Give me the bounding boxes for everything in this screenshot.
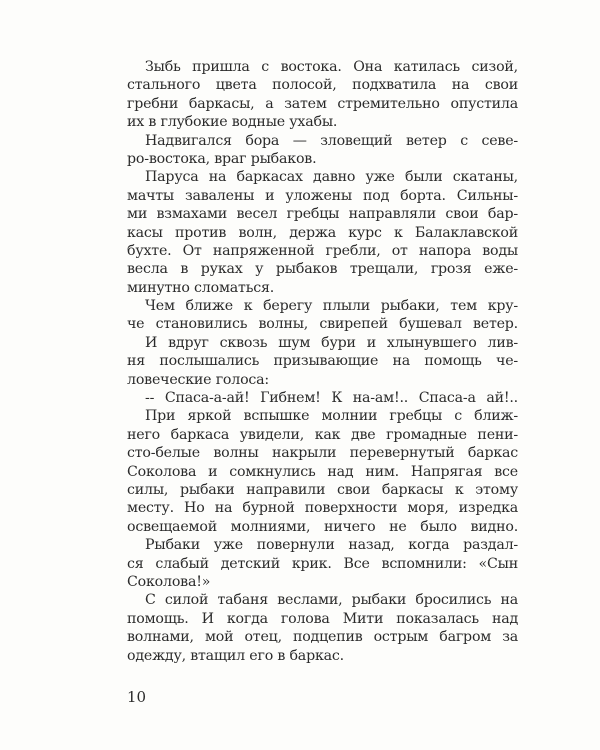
- text-line: освещаемой молниями, ничего не было видно.: [127, 518, 518, 535]
- text-line: помощь. И когда голова Мити показалась над: [127, 610, 518, 627]
- text-line: одежду, втащил его в баркас.: [127, 647, 344, 664]
- text-line: весла в руках у рыбаков трещали, грозя еже-: [127, 261, 518, 278]
- text-line: бухте. От напряженной гребли, от напора воды: [127, 242, 518, 259]
- text-line: мачты завалены и уложены под борта. Сильны-: [127, 187, 518, 204]
- text-line: месту. Но на бурной поверхности моря, изредка: [127, 500, 518, 517]
- text-line: Зыбь пришла с востока. Она катилась сизой,: [145, 59, 518, 75]
- text-line: Соколова!»: [127, 573, 211, 590]
- body-text: [127, 58, 518, 665]
- text-line: минутно сломаться.: [127, 279, 275, 296]
- text-line: гребни баркасы, а затем стремительно опустила: [127, 95, 518, 112]
- text-line: сто-белые волны накрыли перевернутый баркас: [127, 445, 518, 462]
- text-line: Паруса на баркасах давно уже были скатаны,: [145, 169, 518, 186]
- text-line: Надвигался бора — зловещий ветер с севе-: [145, 132, 518, 149]
- text-line: ловеческие голоса:: [127, 371, 270, 388]
- text-line: него баркаса увидели, как две громадные пени-: [127, 426, 518, 443]
- text-line: -- Спаса-а-ай! Гибнем! К на-ам!.. Спаса-а ай!..: [145, 390, 518, 407]
- text-line: че становились волны, свирепей бушевал ветер.: [127, 316, 518, 333]
- text-line: стального цвета полосой, подхватила на свои: [127, 77, 518, 94]
- text-line: волнами, мой отец, подцепив острым багром за: [127, 629, 518, 646]
- text-line: И вдруг сквозь шум бури и хлынувшего лив-: [145, 334, 518, 351]
- text-line: Рыбаки уже повернули назад, когда раздал-: [145, 537, 518, 554]
- text-line: ро-востока, враг рыбаков.: [127, 150, 317, 167]
- text-line: С силой табаня веслами, рыбаки бросились на: [145, 592, 518, 609]
- text-line: силы, рыбаки направили свои баркасы к этому: [127, 481, 518, 498]
- page-number: 10: [127, 688, 147, 706]
- text-line: ня послышались призывающие на помощь че-: [127, 353, 518, 370]
- text-line: При яркой вспышке молнии гребцы с ближ-: [145, 408, 518, 425]
- text-line: Чем ближе к берегу плыли рыбаки, тем кру-: [145, 298, 518, 315]
- text-line: их в глубокие водные ухабы.: [127, 114, 338, 131]
- text-line: ся слабый детский крик. Все вспомнили: «Сын: [127, 555, 518, 572]
- text-line: ми взмахами весел гребцы направляли свои бар-: [127, 206, 518, 223]
- text-line: Соколова и сомкнулись над ним. Напрягая все: [127, 463, 518, 480]
- text-line: касы против волн, держа курс к Балаклавской: [127, 224, 518, 241]
